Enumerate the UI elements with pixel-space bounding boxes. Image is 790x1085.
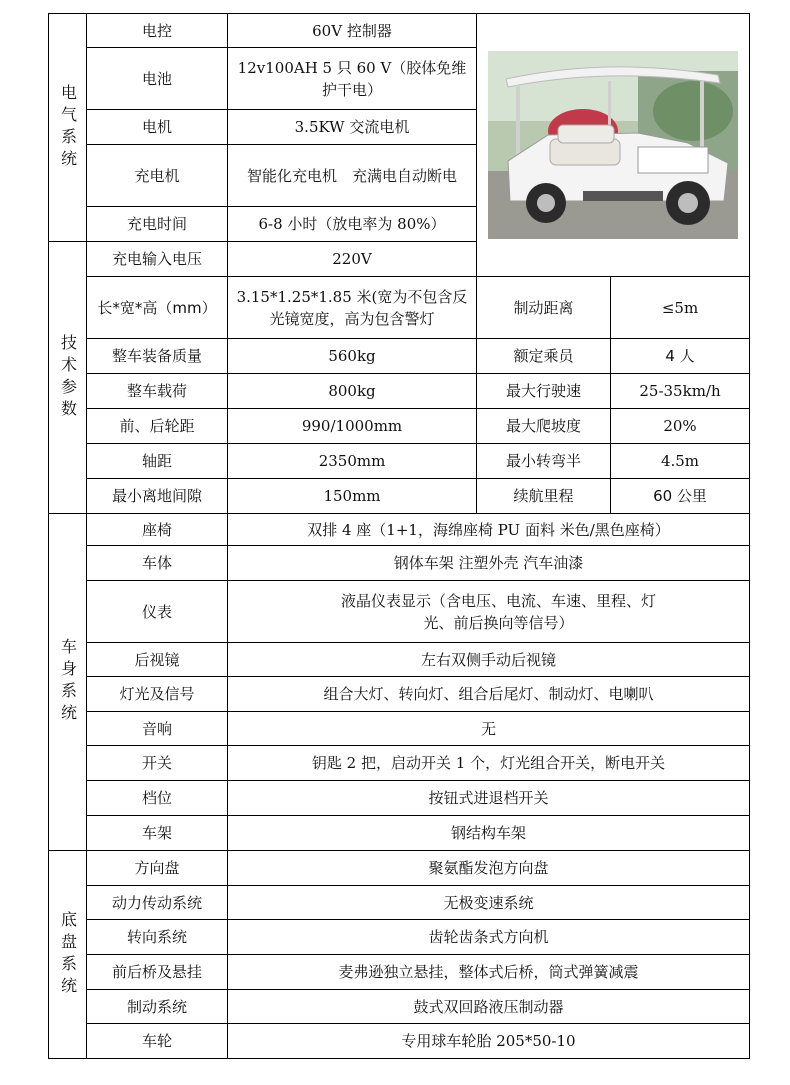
spec-label: 座椅 (87, 514, 228, 546)
spec-label: 后视镜 (87, 643, 228, 677)
table-row (49, 444, 750, 479)
spec-value: 聚氨酯发泡方向盘 (228, 851, 750, 886)
spec-value: 组合大灯、转向灯、组合后尾灯、制动灯、电喇叭 (228, 677, 750, 712)
table-row (49, 14, 750, 48)
spec-value: 按钮式进退档开关 (228, 781, 750, 816)
spec-value-right: 25-35km/h (611, 374, 750, 409)
spec-value-right: 4.5m (611, 444, 750, 479)
spec-value: 990/1000mm (228, 409, 477, 444)
spec-value: 6-8 小时（放电率为 80%） (228, 207, 477, 242)
category-tech: 技术参数 (49, 242, 87, 514)
spec-label: 动力传动系统 (87, 886, 228, 920)
table-row (49, 546, 750, 581)
spec-value: 12v100AH 5 只 60 V（胶体免维护干电） (228, 48, 477, 110)
spec-label-right: 最大爬坡度 (477, 409, 611, 444)
spec-label: 前后桥及悬挂 (87, 955, 228, 990)
spec-value: 3.5KW 交流电机 (228, 110, 477, 145)
table-row (49, 746, 750, 781)
table-row (49, 886, 750, 920)
spec-value: 钢体车架 注塑外壳 汽车油漆 (228, 546, 750, 581)
table-row (49, 816, 750, 851)
table-row (49, 339, 750, 374)
table-row (49, 920, 750, 955)
spec-label: 车架 (87, 816, 228, 851)
table-row (49, 990, 750, 1024)
spec-label-right: 续航里程 (477, 479, 611, 514)
spec-value: 150mm (228, 479, 477, 514)
spec-table (48, 13, 750, 1059)
spec-label: 制动系统 (87, 990, 228, 1024)
table-row (49, 677, 750, 712)
spec-label-right: 额定乘员 (477, 339, 611, 374)
table-row (49, 479, 750, 514)
table-row (49, 277, 750, 339)
spec-value: 智能化充电机 充满电自动断电 (228, 145, 477, 207)
spec-value: 3.15*1.25*1.85 米(宽为不包含反光镜宽度，高为包含警灯 (228, 277, 477, 339)
spec-value: 2350mm (228, 444, 477, 479)
spec-label: 音响 (87, 712, 228, 746)
table-row (49, 409, 750, 444)
spec-label: 车体 (87, 546, 228, 581)
table-row (49, 781, 750, 816)
spec-value: 齿轮齿条式方向机 (228, 920, 750, 955)
spec-value: 800kg (228, 374, 477, 409)
spec-value: 无 (228, 712, 750, 746)
category-chassis: 底盘系统 (49, 851, 87, 1059)
spec-value: 560kg (228, 339, 477, 374)
spec-label: 充电机 (87, 145, 228, 207)
spec-label-right: 最小转弯半 (477, 444, 611, 479)
golf-cart-photo (477, 14, 750, 277)
table-row (49, 712, 750, 746)
spec-value: 钢结构车架 (228, 816, 750, 851)
golf-cart-image (488, 51, 738, 239)
spec-label: 前、后轮距 (87, 409, 228, 444)
spec-label: 电池 (87, 48, 228, 110)
spec-value-right: ≤5m (611, 277, 750, 339)
table-row (49, 851, 750, 886)
spec-value: 双排 4 座（1+1，海绵座椅 PU 面料 米色/黑色座椅） (228, 514, 750, 546)
spec-value: 鼓式双回路液压制动器 (228, 990, 750, 1024)
spec-label: 整车载荷 (87, 374, 228, 409)
spec-value: 专用球车轮胎 205*50-10 (228, 1024, 750, 1059)
spec-value: 左右双侧手动后视镜 (228, 643, 750, 677)
category-electric: 电气系统 (49, 14, 87, 242)
spec-value-right: 60 公里 (611, 479, 750, 514)
spec-label: 开关 (87, 746, 228, 781)
spec-label: 长*宽*高（mm） (87, 277, 228, 339)
spec-value: 液晶仪表显示（含电压、电流、车速、里程、灯光、前后换向等信号） (228, 581, 750, 643)
spec-label-right: 最大行驶速 (477, 374, 611, 409)
category-body: 车身系统 (49, 514, 87, 851)
spec-value: 钥匙 2 把，启动开关 1 个，灯光组合开关，断电开关 (228, 746, 750, 781)
spec-label: 最小离地间隙 (87, 479, 228, 514)
spec-label: 轴距 (87, 444, 228, 479)
table-row (49, 581, 750, 643)
table-row (49, 514, 750, 546)
spec-value: 220V (228, 242, 477, 277)
spec-label-right: 制动距离 (477, 277, 611, 339)
table-row (49, 643, 750, 677)
spec-label: 灯光及信号 (87, 677, 228, 712)
spec-label: 电机 (87, 110, 228, 145)
spec-value-right: 4 人 (611, 339, 750, 374)
table-row (49, 955, 750, 990)
spec-label: 车轮 (87, 1024, 228, 1059)
spec-label: 整车装备质量 (87, 339, 228, 374)
spec-label: 档位 (87, 781, 228, 816)
table-row (49, 374, 750, 409)
spec-label: 仪表 (87, 581, 228, 643)
spec-value-right: 20% (611, 409, 750, 444)
spec-label: 方向盘 (87, 851, 228, 886)
table-row (49, 1024, 750, 1059)
spec-value: 无极变速系统 (228, 886, 750, 920)
spec-label: 充电时间 (87, 207, 228, 242)
spec-label: 电控 (87, 14, 228, 48)
spec-label: 转向系统 (87, 920, 228, 955)
spec-value: 麦弗逊独立悬挂，整体式后桥，筒式弹簧减震 (228, 955, 750, 990)
spec-label: 充电输入电压 (87, 242, 228, 277)
spec-value: 60V 控制器 (228, 14, 477, 48)
